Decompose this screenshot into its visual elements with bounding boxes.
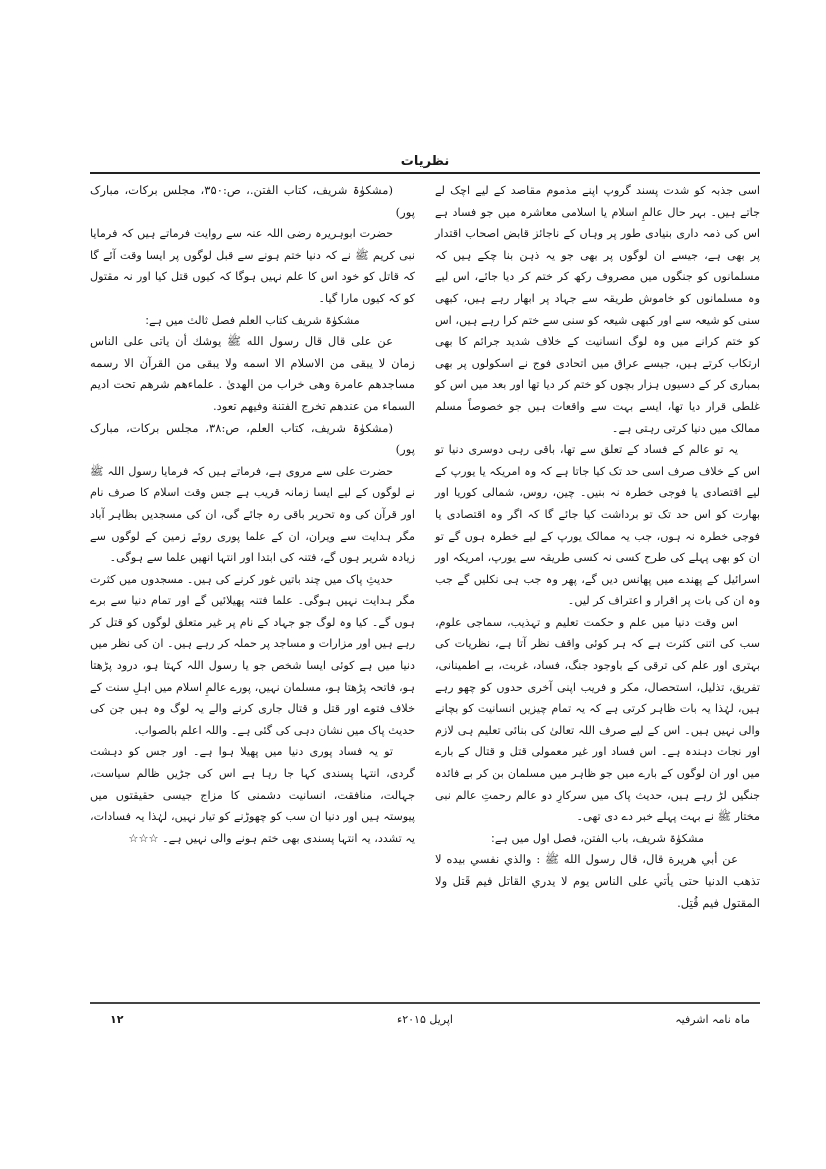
magazine-page [90,150,760,1030]
paragraph: حدیثِ پاک میں چند باتیں غور کرنے کی ہیں۔ مسجدوں میں کثرت مگر ہدایت نہیں ہوگی۔ علما فتنہ پھیلائیں گے اور تمام دنیا سے برے ہوں گے۔ کیا وہ لوگ جو جہاد کے نام پر غیر متعلق لوگوں کو قتل کر رہے ہیں اور مزارات و مساجد پر حملہ کر رہے ہیں۔ ان کی نظر میں دنیا میں ہے کوئی ایسا شخص جو یا رسول اللہ کہتا ہو، درود پڑھتا ہو، فاتحہ پڑھتا ہو، مسلمان نہیں، پورے عالمِ اسلام میں اہلِ سنت کے خلاف فتوے اور قتل و قتال جاری کرنے والے یہ لوگ وہ ہیں جن کی حدیث پاک میں نشان دہی کی گئی ہے۔ واللہ اعلم بالصواب. [90,572,415,737]
hadith-source-heading: مشکوٰۃ شریف، باب الفتن، فصل اول میں ہے: [491,831,704,845]
running-header [90,150,760,174]
issue-date: اپریل ۲۰۱۵ء [397,1013,453,1026]
left-column [90,180,415,849]
arabic-hadith: عن أبي هريرة قال، قال رسول الله ﷺ : والذي نفسي بيده لا تذهب الدنيا حتى يأتي على الناس يوم لا يدري القاتل فيم قَتل ولا المقتول فيم قُتِل. [435,852,760,910]
arabic-hadith: عن علی قال قال رسول الله ﷺ يوشك أن ياتی على الناس زمان لا يبقى من الاسلام الا اسمه ولا يبقى من القرآن الا رسمه مساجدهم عامرة وهی خراب من الهدیٰ . علماءهم شرهم تحت اديم السماء من عندهم تخرج الفتنة وفيهم تعود. [90,334,415,413]
footer-divider [90,1002,760,1004]
paragraph: حضرت ابوہریرہ رضی اللہ عنہ سے روایت فرماتے ہیں کہ فرمایا نبی کریم ﷺ نے کہ دنیا ختم ہونے سے قبل لوگوں پر ایسا وقت آئے گا کہ قاتل کو خود اس کا علم نہیں ہوگا کہ کیوں قتل کیا اور نہ مقتول کو کہ کیوں مارا گیا۔ [90,227,415,305]
paragraph: اسی جذبہ کو شدت پسند گروپ اپنے مذموم مقاصد کے لیے اچک لے جاتے ہیں۔ بہر حال عالمِ اسلام یا اسلامی معاشرہ میں جو فساد ہے اس کی ذمہ داری بنیادی طور پر وہاں کے ناجائز قابض اصحاب اقتدار پر بھی ہے، جیسے ان لوگوں پر بھی جو یہ ذہن بنا چکے ہیں کہ مسلمانوں کو جنگوں میں مصروف رکھ کر ختم کر دیا جائے، اس لیے وہ مسلمانوں کو خاموش طریقہ سے جہاد پر ابھار رہے ہیں، کبھی سنی کو شیعہ سے اور کبھی شیعہ کو سنی سے ختم کرا رہے ہیں، اس کو ختم کرانے میں وہ لوگ انسانیت کے خلاف شدید جرائم کا بھی ارتکاب کرتے ہیں، جیسے عراق میں اتحادی فوج نے اسکولوں پر بھی بمباری کر کے دسیوں ہزار بچوں کو ختم کر دیا تھا اور بعد میں اس کو غلطی قرار دیا تھا، ایسے بہت سے واقعات ہیں جو خصوصاً مسلم ممالک میں دنیا کرتی رہتی ہے۔ [435,184,760,435]
right-column [435,180,760,914]
magazine-name: ماہ نامہ اشرفیہ [675,1013,750,1026]
citation: (مشکوٰۃ شریف، کتاب العلم، ص:۳۸، مجلس برکات، مبارک پور) [90,420,415,457]
paragraph: حضرت علی سے مروی ہے، فرماتے ہیں کہ فرمایا رسول اللہ ﷺ نے لوگوں کے لیے ایسا زمانہ قریب ہے جس وقت اسلام کا صرف نام اور قرآن کی وہ تحریر باقی رہ جائے گی، ان کی مسجدیں بظاہر آباد مگر ہدایت سے ویران، ان کے علما پوری روئے زمین کے لوگوں سے زیادہ شریر ہوں گے، فتنہ کی ابتدا اور انتہا انھیں علما سے ہوگی۔ [90,464,415,565]
hadith-source-heading: مشکوٰۃ شریف کتاب العلم فصل ثالث میں ہے: [145,313,360,327]
citation: (مشکوٰۃ شریف، کتاب الفتن.، ص:۳۵۰، مجلس برکات، مبارک پور) [90,183,415,219]
paragraph: تو یہ فساد پوری دنیا میں پھیلا ہوا ہے۔ اور جس کو دہشت گردی، انتہا پسندی کہا جا رہا ہے اس کی جڑیں ظالم سیاست، جہالت، منافقت، انسانیت دشمنی کا مزاج جیسی حقیقتوں میں پیوستہ ہیں اور دنیا ان سب کو چھوڑنے کو تیار نہیں، لہٰذا یہ فسادات، یہ تشدد، یہ انتہا پسندی بھی ختم ہونے والی نہیں ہے۔ ☆☆☆ [90,745,415,845]
running-footer [90,1010,760,1030]
paragraph: یہ تو عالم کے فساد کے تعلق سے تھا، باقی رہی دوسری دنیا تو اس کے خلاف صرف اسی حد تک کیا جاتا ہے کہ وہ امریکہ یا یورپ کے لیے اقتصادی یا فوجی خطرہ نہ بنیں۔ چین، روس، شمالی کوریا اور بھارت کو اس حد تک تو برداشت کیا جائے گا کہ اگر وہ اقتصادی یا فوجی خطرہ نہ ہوں، جب یہ ممالک یورپ کے لیے خطرہ ہوں گے تو ان کو بھی پہلے کی طرح کسی نہ کسی طریقہ سے یورپ، امریکہ اور اسرائیل کے پھندے میں پھانس دیں گے، پھر وہ جب ہی نکلیں گے جب وہ ان کی بات پر اقرار و اعتراف کر لیں۔ [435,443,760,608]
paragraph: اس وقت دنیا میں علم و حکمت تعلیم و تہذیب، سماجی علوم، سب کی اتنی کثرت ہے کہ ہر کوئی واقف نظر آتا ہے، نظریات کی بہتری اور علم کی ترقی کے باوجود جنگ، فساد، غربت، بے اطمینانی، تفریق، تذلیل، استحصال، مکر و فریب اپنی آخری حدوں کو چھو رہے ہیں، لہٰذا یہ بات ظاہر کرتی ہے کہ یہ تمام چیزیں انسانیت کو بچانے والی نہیں ہیں۔ اس کے لیے صرف اللہ تعالیٰ کی بنائی تعلیم ہی لازم اور نجات دہندہ ہے۔ اس فساد اور غیر معمولی قتل و قتال کے بارے میں اور ان لوگوں کے بارے میں جو ظاہر میں مسلمان بن کر بے فائدہ جنگیں لڑ رہے ہیں، حدیث پاک میں سرکارِ دو عالم رحمتِ عالم نبی مختار ﷺ نے بہت پہلے خبر دے دی تھی۔ [435,615,760,824]
page-number: ۱۲ [110,1013,124,1026]
section-title: نظریات [400,154,450,169]
